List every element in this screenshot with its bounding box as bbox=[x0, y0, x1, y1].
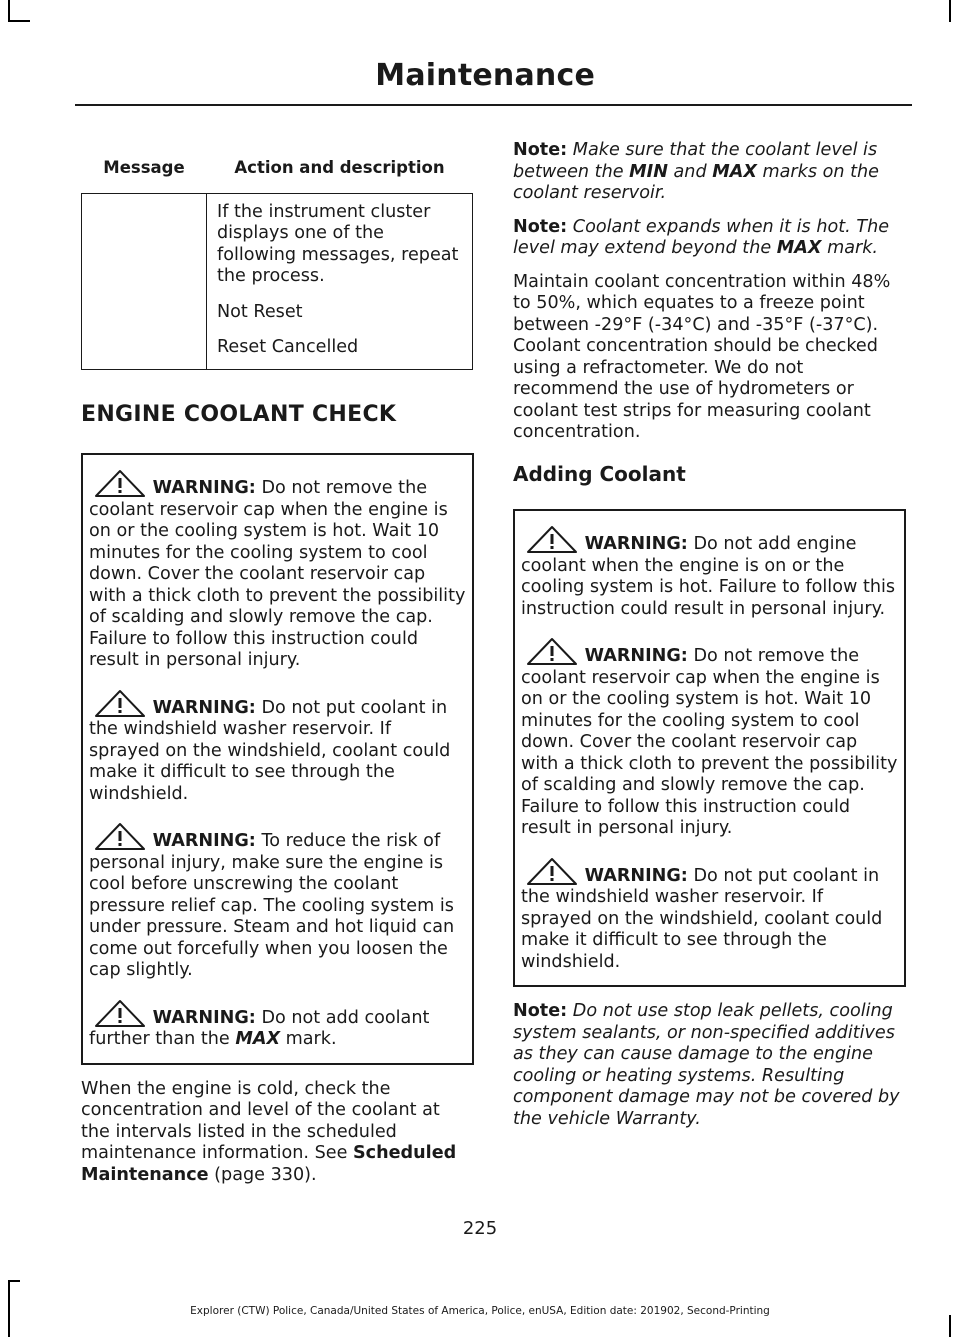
warning-label: WARNING: bbox=[152, 697, 256, 718]
warning-triangle-icon bbox=[525, 525, 579, 553]
concentration-paragraph: Maintain coolant concentration within 48% to 50%, which equates to a freeze point between -29°F (-34°C) and -35°F (-37°C). Coolant concentration should be checked using a refractometer. We do not recommend the use of hydrometers or coolant test strips for measuring coolant concentration. bbox=[513, 271, 891, 442]
header-rule bbox=[75, 104, 912, 106]
note-text: and bbox=[673, 161, 707, 182]
warning-label: WARNING: bbox=[152, 1007, 256, 1028]
left-column bbox=[81, 140, 474, 1186]
warning-item bbox=[521, 637, 898, 840]
warning-triangle-icon bbox=[93, 469, 147, 497]
scheduled-maintenance-link[interactable]: Scheduled Maintenance bbox=[81, 1143, 457, 1185]
right-column bbox=[513, 140, 906, 1142]
warning-text-end: mark. bbox=[285, 1029, 337, 1049]
min-mark-emphasis: MIN bbox=[629, 161, 668, 182]
crop-mark-top-left-h bbox=[8, 20, 30, 22]
warning-label: WARNING: bbox=[152, 831, 256, 851]
warning-label: WARNING: bbox=[584, 865, 688, 886]
note-stop-leak bbox=[513, 1001, 906, 1130]
warning-text: Do not put coolant in the windshield washer reservoir. If sprayed on the windshield, coolant could make it difficult to see through the windshield. bbox=[521, 865, 883, 972]
warning-item bbox=[89, 469, 466, 672]
note-label: Note: bbox=[513, 140, 568, 160]
crop-mark-top-right-v bbox=[949, 0, 951, 22]
note-text: Make sure that the coolant level is between the bbox=[513, 140, 878, 182]
message-table bbox=[81, 149, 473, 370]
paragraph-text: When the engine is cold, check the concentration and level of the coolant at the intervals listed in the scheduled maintenance information. See bbox=[81, 1078, 440, 1163]
footer-edition-text: Explorer (CTW) Police, Canada/United States of America, Police, enUSA, Edition date: 201902, Second-Printing bbox=[190, 1305, 770, 1317]
table-header-message: Message bbox=[82, 149, 207, 193]
note-text: marks on the coolant reservoir. bbox=[513, 161, 879, 203]
note-text: mark. bbox=[827, 238, 879, 258]
table-cell-action bbox=[207, 193, 473, 369]
max-mark-emphasis: MAX bbox=[235, 1029, 281, 1049]
warning-item bbox=[89, 999, 466, 1051]
warning-item bbox=[89, 822, 466, 982]
warning-label: WARNING: bbox=[584, 534, 688, 554]
page-number: 225 bbox=[462, 1218, 498, 1239]
warning-text: Do not add coolant further than the bbox=[89, 1007, 430, 1049]
crop-mark-bottom-right-v bbox=[949, 1315, 951, 1337]
note-text: Coolant expands when it is hot. The level may extend beyond the bbox=[513, 216, 890, 258]
warning-label: WARNING: bbox=[152, 478, 256, 498]
section-heading: ENGINE COOLANT CHECK bbox=[81, 401, 397, 427]
action-message-reset-cancelled: Reset Cancelled bbox=[217, 337, 359, 357]
table-header-action: Action and description bbox=[207, 149, 473, 193]
coolant-check-paragraph bbox=[81, 1079, 474, 1187]
warning-triangle-icon bbox=[93, 689, 147, 717]
warning-box bbox=[513, 509, 906, 987]
warning-item bbox=[89, 689, 466, 806]
crop-mark-bottom-left-h bbox=[8, 1280, 20, 1282]
warning-label: WARNING: bbox=[584, 646, 688, 666]
note-text: Do not use stop leak pellets, cooling system sealants, or non-specified additives as they can cause damage to the engine cooling or heating systems. Resulting component damage may not be covered by the vehicle Warranty. bbox=[513, 1001, 900, 1129]
warning-text: Do not remove the coolant reservoir cap when the engine is on or the cooling system is hot. Wait 10 minutes for the cooling system to cool down. Cover the coolant reservoir cap with a thick cloth to prevent the possibility of scalding and slowly remove the cap. Failure to follow this instruction could result in personal injury. bbox=[89, 478, 466, 670]
warning-text: To reduce the risk of personal injury, make sure the engine is cool before unscrewing the coolant pressure relief cap. The cooling system is under pressure. Steam and hot liquid can come out forcefully when you loosen the cap slightly. bbox=[89, 831, 455, 980]
action-text: If the instrument cluster displays one of the following messages, repeat the process. bbox=[217, 201, 459, 286]
crop-mark-top-left-v bbox=[8, 0, 10, 22]
warning-item bbox=[521, 525, 898, 620]
max-mark-emphasis: MAX bbox=[712, 161, 757, 182]
warning-text: Do not put coolant in the windshield washer reservoir. If sprayed on the windshield, coolant could make it difficult to see through the windshield. bbox=[89, 697, 451, 804]
warning-triangle-icon bbox=[525, 637, 579, 665]
table-row bbox=[82, 193, 473, 369]
page-header-title: Maintenance bbox=[375, 58, 595, 93]
warning-triangle-icon bbox=[93, 822, 147, 850]
warning-triangle-icon bbox=[93, 999, 147, 1027]
note-label: Note: bbox=[513, 1001, 568, 1021]
table-cell-message bbox=[82, 193, 207, 369]
warning-triangle-icon bbox=[525, 857, 579, 885]
note-label: Note: bbox=[513, 216, 568, 237]
note-coolant-expands bbox=[513, 217, 906, 260]
warning-text: Do not add engine coolant when the engine is on or the cooling system is hot. Failure to follow this instruction could result in personal injury. bbox=[521, 534, 896, 619]
warning-item bbox=[521, 857, 898, 974]
page-reference: (page 330). bbox=[214, 1164, 317, 1185]
adding-coolant-heading: Adding Coolant bbox=[513, 461, 686, 486]
warning-box bbox=[81, 453, 474, 1065]
max-mark-emphasis: MAX bbox=[776, 238, 822, 258]
warning-text: Do not remove the coolant reservoir cap when the engine is on or the cooling system is hot. Wait 10 minutes for the cooling system to cool down. Cover the coolant reservoir cap with a thick cloth to prevent the possibility of scalding and slowly remove the cap. Failure to follow this instruction could result in personal injury. bbox=[521, 646, 898, 838]
action-message-not-reset: Not Reset bbox=[217, 301, 303, 322]
note-coolant-level bbox=[513, 140, 906, 205]
